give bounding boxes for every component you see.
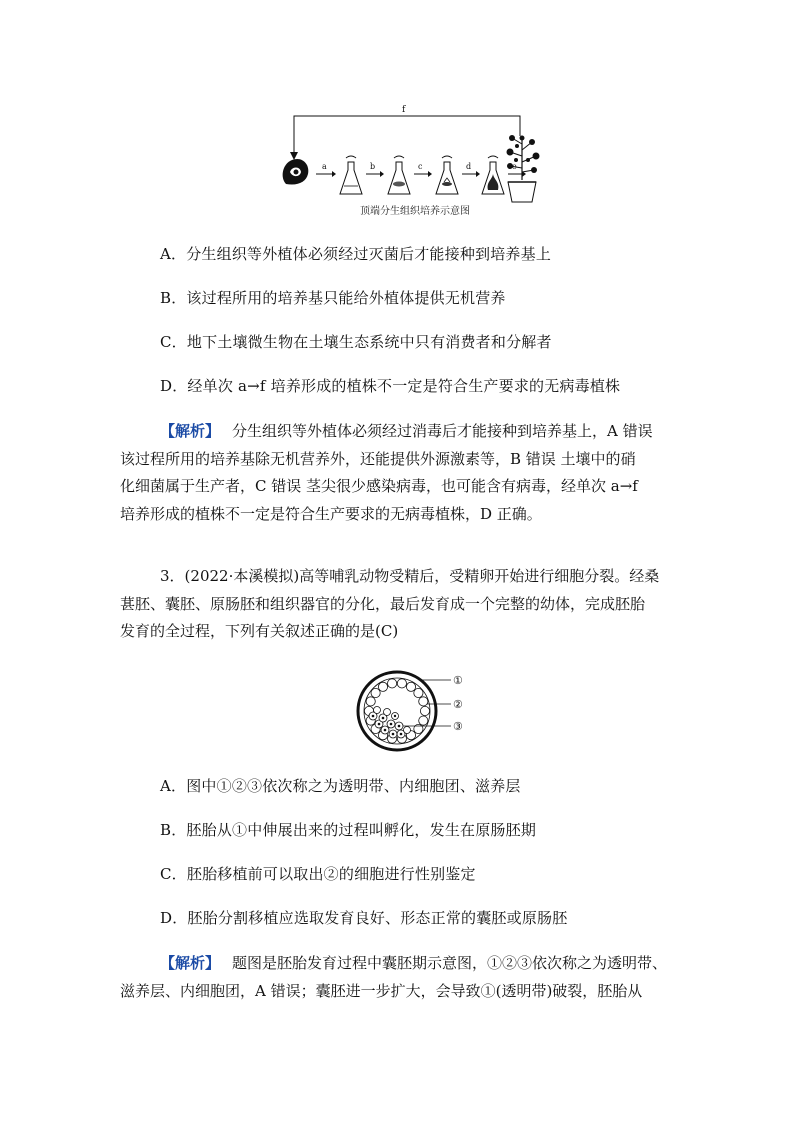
trophoblast-cell bbox=[419, 716, 428, 725]
label-3: ③ bbox=[453, 720, 463, 733]
option-a: A．分生组织等外植体必须经过灭菌后才能接种到培养基上 bbox=[160, 245, 552, 263]
culture-flask-2 bbox=[388, 156, 410, 194]
analysis-line: 题图是胚胎发育过程中囊胚期示意图，①②③依次称之为透明带、 bbox=[232, 954, 668, 972]
meristem-culture-figure bbox=[270, 98, 570, 208]
stem-line: 3．(2022·本溪模拟)高等哺乳动物受精后，受精卵开始进行细胞分裂。经桑 bbox=[160, 567, 660, 585]
option-b: B．该过程所用的培养基只能给外植体提供无机营养 bbox=[160, 289, 506, 307]
culture-flask-4 bbox=[482, 156, 504, 194]
label-b: b bbox=[370, 162, 376, 171]
option-a: A．图中①②③依次称之为透明带、内细胞团、滋养层 bbox=[160, 777, 521, 795]
label-2: ② bbox=[453, 698, 463, 711]
trophoblast-cell bbox=[420, 706, 429, 715]
label-a: a bbox=[322, 162, 327, 171]
label-d: d bbox=[466, 162, 472, 171]
trophoblast-cell bbox=[397, 679, 406, 688]
trophoblast-cell bbox=[366, 697, 375, 706]
analysis-line: 滋养层、内细胞团，A 错误；囊胚进一步扩大，会导致①(透明带)破裂，胚胎从 bbox=[120, 981, 643, 1000]
analysis-tag: 【解析】 bbox=[160, 954, 221, 972]
option-d: D．胚胎分割移植应选取发育良好、形态正常的囊胚或原肠胚 bbox=[160, 909, 568, 927]
analysis-tag: 【解析】 bbox=[160, 422, 221, 440]
analysis-q3 bbox=[120, 950, 680, 1005]
culture-flask-1 bbox=[340, 156, 362, 194]
label-c: c bbox=[418, 162, 423, 171]
analysis-line: 该过程所用的培养基除无机营养外，还能提供外源激素等，B 错误 土壤中的硝 bbox=[120, 449, 636, 468]
analysis-line: 培养形成的植株不一定是符合生产要求的无病毒植株，D 正确。 bbox=[120, 504, 542, 523]
figure-caption: 顶端分生组织培养示意图 bbox=[360, 206, 470, 217]
label-1: ① bbox=[453, 674, 463, 687]
culture-flask-3 bbox=[436, 156, 458, 194]
option-d: D．经单次 a→f 培养形成的植株不一定是符合生产要求的无病毒植株 bbox=[160, 377, 621, 395]
analysis-line: 分生组织等外植体必须经过消毒后才能接种到培养基上，A 错误 bbox=[232, 422, 653, 440]
analysis-line: 化细菌属于生产者，C 错误 茎尖很少感染病毒，也可能含有病毒，经单次 a→f bbox=[120, 477, 638, 495]
shoot-tip-icon bbox=[283, 159, 309, 185]
trophoblast-cell bbox=[406, 682, 415, 691]
trophoblast-cell bbox=[388, 679, 397, 688]
question-3-stem bbox=[120, 563, 680, 646]
option-c: C．胚胎移植前可以取出②的细胞进行性别鉴定 bbox=[160, 865, 476, 883]
blastocyst-figure bbox=[355, 668, 475, 754]
trophoblast-cell bbox=[419, 697, 428, 706]
stem-line: 发育的全过程，下列有关叙述正确的是(C) bbox=[120, 622, 399, 640]
option-c: C．地下土壤微生物在土壤生态系统中只有消费者和分解者 bbox=[160, 333, 552, 351]
trophoblast-cell bbox=[378, 682, 387, 691]
trophoblast-cell bbox=[371, 688, 380, 697]
analysis-q2 bbox=[120, 418, 680, 528]
label-f: f bbox=[402, 105, 406, 115]
stem-line: 葚胚、囊胚、原肠胚和组织器官的分化，最后发育成一个完整的幼体，完成胚胎 bbox=[120, 594, 646, 613]
potted-plant-icon bbox=[507, 135, 540, 202]
trophoblast-cell bbox=[414, 688, 423, 697]
option-b: B．胚胎从①中伸展出来的过程叫孵化，发生在原肠胚期 bbox=[160, 821, 537, 839]
feedback-arrow-f bbox=[294, 116, 520, 156]
